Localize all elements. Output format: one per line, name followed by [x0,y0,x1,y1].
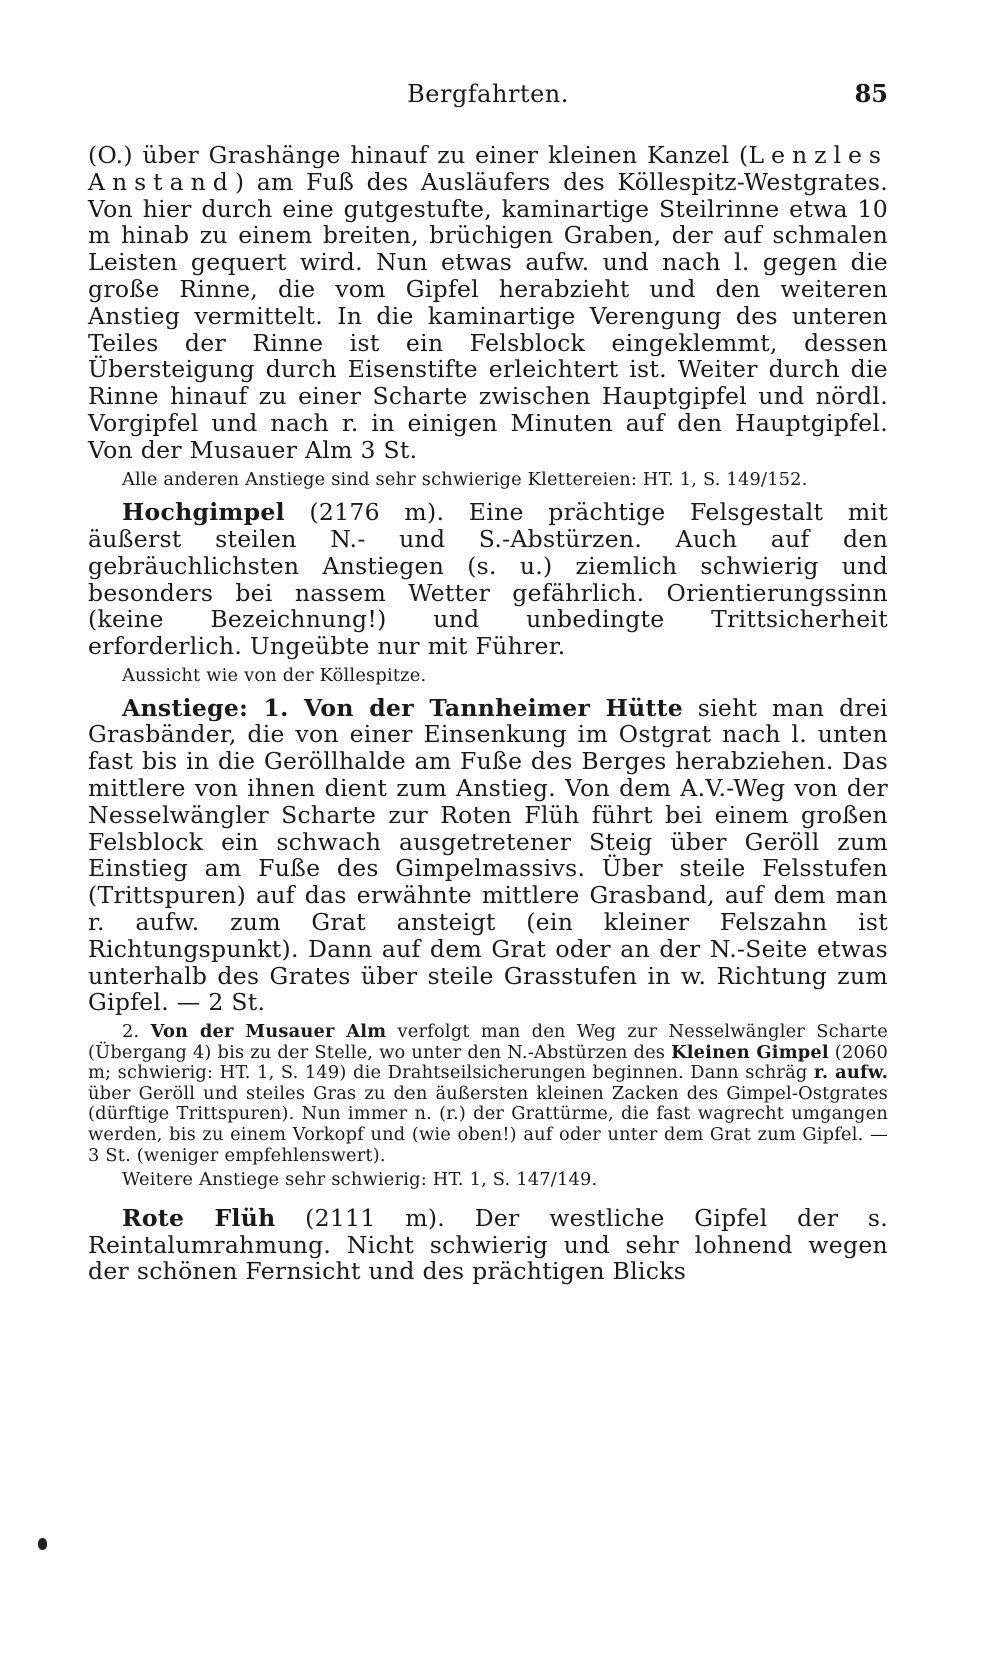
paragraph-text: (2060 m; schwierig: HT. 1, S. 149) die Drahtseilsicherungen beginnen. Dann schräg [88,1041,888,1084]
note-other-routes: Alle anderen Anstiege sind sehr schwierige Klettereien: HT. 1, S. 149/152. [122,468,808,490]
running-title: Bergfahrten. [407,80,569,108]
paragraph-hochgimpel [88,499,888,660]
paragraph-text: verfolgt man den Weg zur Nesselwängler Scharte (Übergang 4) bis zu der Stelle, wo unter den N.-Abstürzen des [88,1021,888,1063]
paragraph-text: ) am Fuß des Ausläufers des Köllespitz-Westgrates. Von hier durch eine gutgestufte, kaminartige Steilrinne etwa 10 m hinab zu einem breiten, brüchigen Graben, der auf schmalen Leisten gequert wird. Nun etwas aufw. und nach l. gegen die große Rinne, die vom Gipfel herabzieht und den weiteren Anstieg vermittelt. In die kaminartige Verengung des unteren Teiles der Rinne ist ein Felsblock eingeklemmt, dessen Übersteigung durch Eisenstifte erleichtert ist. Weiter durch die Rinne hinauf zu einer Scharte zwischen Hauptgipfel und nördl. Vorgipfel und nach r. in einigen Minuten auf den Hauptgipfel. Von der Musauer Alm 3 St. [88,167,888,464]
direction-text: r. aufw. [813,1062,888,1084]
paragraph-text: (2111 m). Der westliche Gipfel der s. Reintalumrahmung. Nicht schwierig und sehr lohnend wegen der schönen Fernsicht und des prächtigen Blicks [88,1203,888,1286]
ink-blot [38,1538,47,1550]
note-further-routes: Weitere Anstiege sehr schwierig: HT. 1, S. 147/149. [122,1169,598,1191]
route-heading: Von der Musauer Alm [150,1021,387,1043]
peak-name: Kleinen Gimpel [671,1041,829,1063]
paragraph-text: (2176 m). Eine prächtige Felsgestalt mit äußerst steilen N.- und S.-Abstürzen. Auch auf den gebräuchlichsten Anstiegen (s. u.) ziemlich schwierig und besonders bei nassem Wetter gefährlich. Orientierungssinn (keine Bezeichnung!) und unbedingte Trittsicherheit erforderlich. Ungeübte nur mit Führer. [88,498,888,661]
page-header [88,74,888,114]
page-body [88,142,888,1285]
paragraph-text: über Geröll und steiles Gras zu den äußersten kleinen Zacken des Gimpel-Ostgrates (dürftige Trittspuren). Nun immer n. (r.) der Grattürme, die fast wagrecht umgangen werden, bis zu einem Vorkopf und (wie oben!) auf oder unter dem Grat zum Gipfel. — 3 St. (weniger empfehlenswert). [88,1082,888,1166]
paragraph-route-2 [88,1022,888,1166]
spaced-place-name: Lenzles Anstand [88,141,888,196]
peak-name: Hochgimpel [122,498,285,527]
paragraph-text: (O.) über Grashänge hinauf zu einer kleinen Kanzel ( [88,141,749,169]
route-heading: Anstiege: 1. Von der Tannheimer Hütte [122,693,684,722]
page-number: 85 [854,79,888,108]
note-view: Aussicht wie von der Köllespitze. [122,664,427,686]
paragraph-rote-flueh [88,1205,888,1285]
paragraph-routes [88,695,888,1017]
peak-name: Rote Flüh [122,1203,276,1232]
route-number: 2. [122,1021,151,1043]
paragraph-koellespitz-route [88,142,888,464]
paragraph-text: sieht man drei Grasbänder, die von einer Einsenkung im Ostgrat nach l. unten fast bis in die Geröllhalde am Fuße des Berges herabziehen. Das mittlere von ihnen dient zum Anstieg. Von dem A.V.-Weg von der Nesselwängler Scharte zur Roten Flüh führt bei einem großen Felsblock ein schwach ausgetretener Steig über Geröll zum Einstieg am Fuße des Gimpelmassivs. Über steile Felsstufen (Trittspuren) auf das erwähnte mittlere Grasband, auf dem man r. aufw. zum Grat ansteigt (ein kleiner Felszahn ist Richtungspunkt). Dann auf dem Grat oder an der N.-Seite etwas unterhalb des Grates über steile Grasstufen in w. Richtung zum Gipfel. — 2 St. [88,693,888,1017]
